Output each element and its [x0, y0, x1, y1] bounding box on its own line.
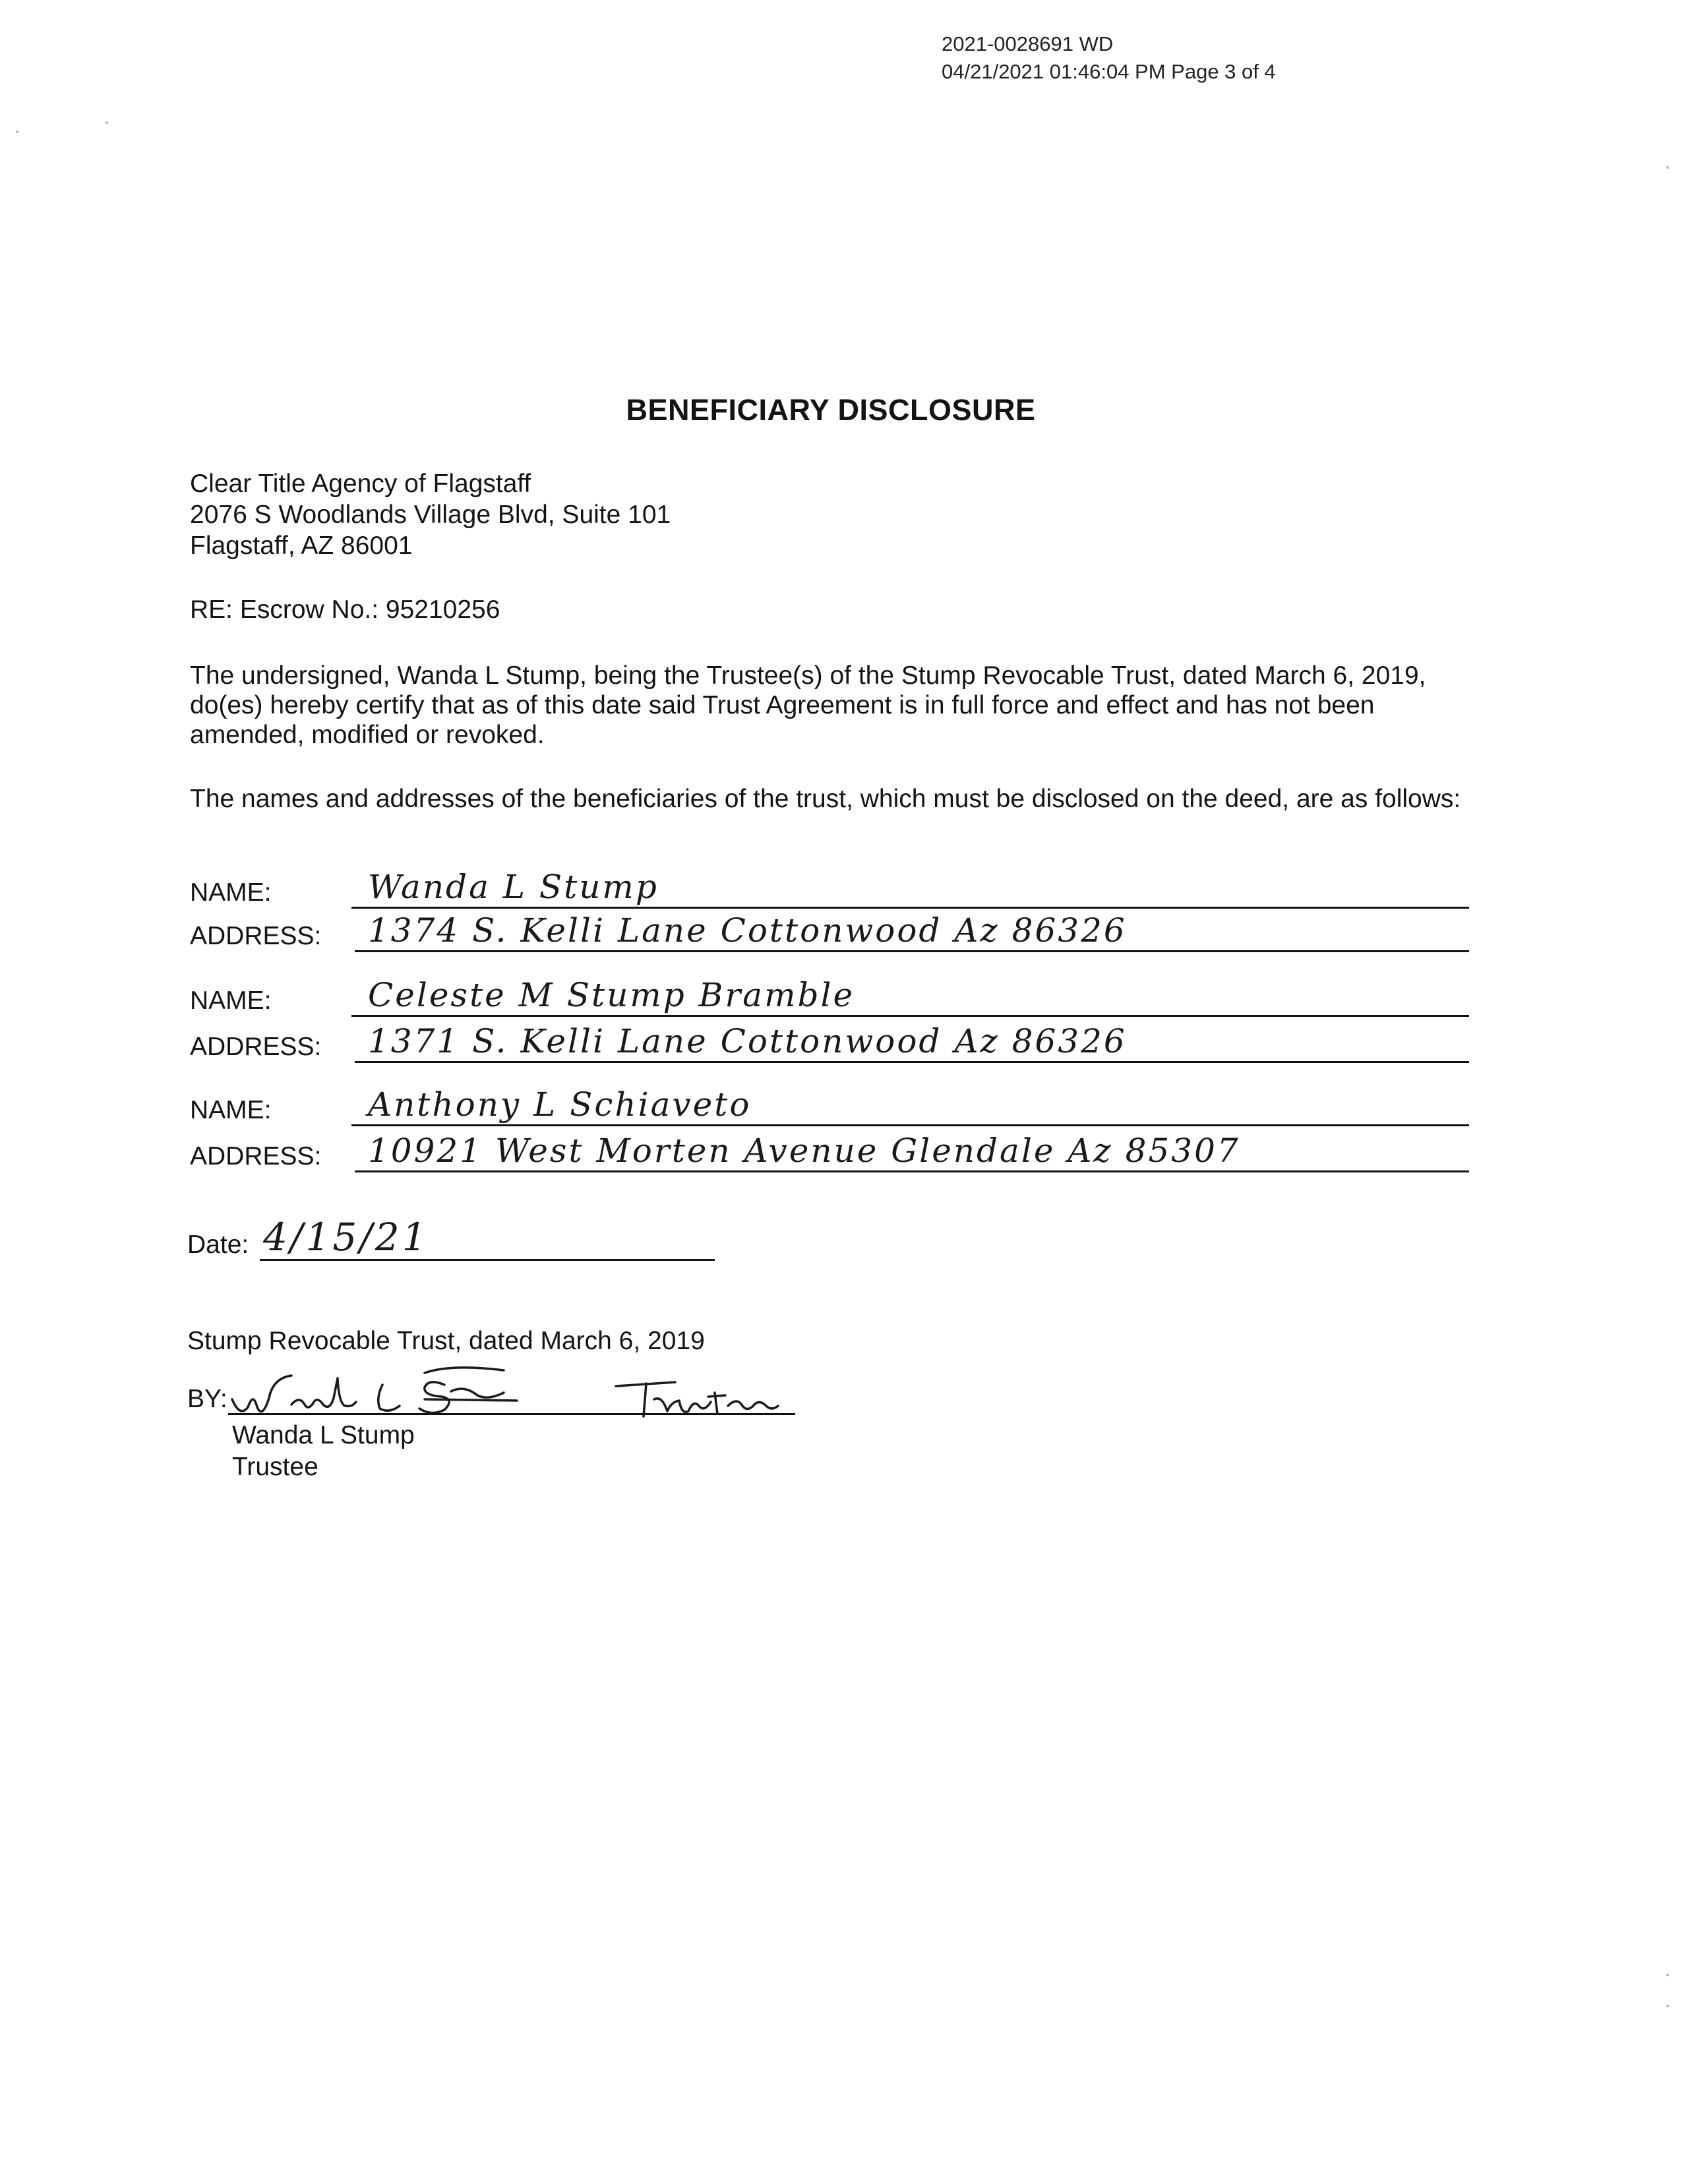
escrow-reference: RE: Escrow No.: 95210256	[190, 595, 500, 624]
by-label: BY:	[187, 1385, 227, 1413]
addressee-city: Flagstaff, AZ 86001	[190, 531, 413, 560]
beneficiary-address: 10921 West Morten Avenue Glendale Az 85307	[368, 1132, 1240, 1170]
name-label: NAME:	[190, 986, 272, 1015]
beneficiary-1-address-row	[190, 911, 1469, 955]
beneficiary-name: Celeste M Stump Bramble	[368, 976, 855, 1014]
name-underline	[351, 1015, 1469, 1017]
signer-name: Wanda L Stump	[232, 1421, 415, 1449]
trust-name-line: Stump Revocable Trust, dated March 6, 2019	[187, 1327, 705, 1355]
signature-row	[187, 1365, 820, 1418]
address-label: ADDRESS:	[190, 1142, 322, 1170]
beneficiary-2-address-row	[190, 1022, 1469, 1066]
signer-title: Trustee	[232, 1453, 318, 1481]
name-label: NAME:	[190, 1096, 272, 1124]
beneficiary-3-name-row	[190, 1085, 1469, 1129]
scan-speck	[106, 121, 108, 124]
beneficiary-name: Wanda L Stump	[368, 868, 659, 906]
date-value: 4/15/21	[263, 1215, 429, 1259]
beneficiary-address: 1371 S. Kelli Lane Cottonwood Az 86326	[368, 1022, 1127, 1060]
scan-speck	[16, 131, 18, 133]
scan-speck	[1666, 1974, 1669, 1976]
date-row	[187, 1215, 728, 1263]
certification-paragraph: The undersigned, Wanda L Stump, being the Trustee(s) of the Stump Revocable Trust, dated March 6, 2019, do(es) hereby certify that as of this date said Trust Agreement is in full force and effect and has not been amended, modified or revoked.	[190, 661, 1426, 749]
handwritten-signature	[227, 1358, 820, 1422]
name-underline	[351, 1124, 1469, 1126]
address-label: ADDRESS:	[190, 922, 322, 950]
beneficiary-address: 1374 S. Kelli Lane Cottonwood Az 86326	[368, 911, 1127, 950]
scan-speck	[1666, 2005, 1669, 2007]
recording-stamp	[942, 30, 1276, 86]
page-title: BENEFICIARY DISCLOSURE	[626, 393, 1036, 427]
date-label: Date:	[187, 1230, 249, 1259]
beneficiary-1-name-row	[190, 868, 1469, 911]
address-underline	[355, 1061, 1469, 1063]
address-label: ADDRESS:	[190, 1033, 322, 1061]
beneficiary-3-address-row	[190, 1132, 1469, 1175]
addressee-name: Clear Title Agency of Flagstaff	[190, 470, 531, 498]
document-number: 2021-0028691 WD	[942, 32, 1114, 55]
addressee-street: 2076 S Woodlands Village Blvd, Suite 101	[190, 501, 671, 529]
name-underline	[351, 907, 1469, 909]
beneficiary-name: Anthony L Schiaveto	[368, 1085, 752, 1124]
addressee-block	[190, 468, 671, 561]
beneficiaries-intro-paragraph: The names and addresses of the beneficiaries of the trust, which must be disclosed on the deed, are as follows:	[190, 785, 1461, 813]
signer-block	[232, 1420, 415, 1483]
scan-speck	[1666, 166, 1669, 169]
name-label: NAME:	[190, 878, 272, 907]
recording-timestamp: 04/21/2021 01:46:04 PM Page 3 of 4	[942, 60, 1276, 83]
address-underline	[355, 950, 1469, 952]
address-underline	[355, 1170, 1469, 1172]
beneficiary-2-name-row	[190, 976, 1469, 1019]
